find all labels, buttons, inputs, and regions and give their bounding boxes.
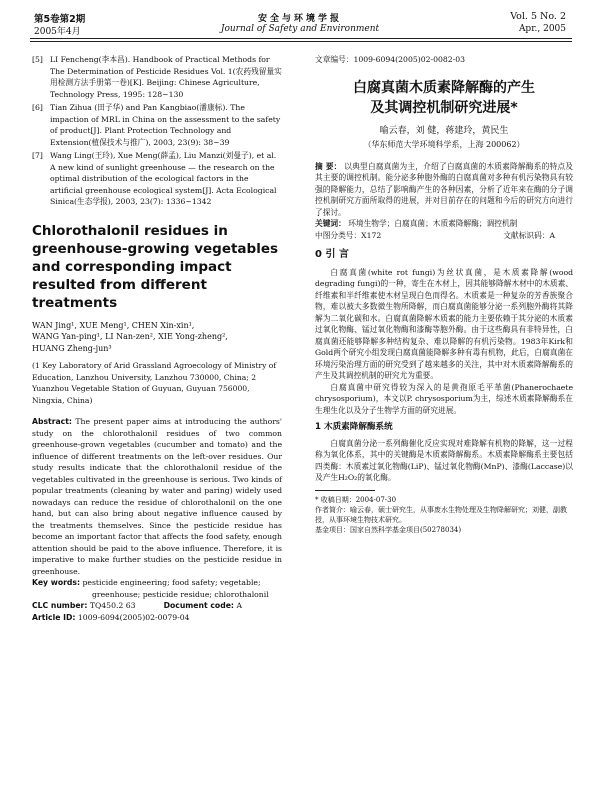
document-code-cn: 文献标识码：A bbox=[503, 230, 555, 240]
issue-date: 2005年4月 bbox=[34, 27, 81, 37]
paragraph: 白腐真菌(white rot fungi)为丝状真菌，是木质素降解(wood degrading fungi)的一种，寄生在木材上，因其能够降解木材中的木质素、纤维素和半纤维素使木材呈现白色而得名。木质素是一种复杂的芳香族聚合物，难以被大多数微生物所降解，而白腐真菌能够分泌一系列胞外酶将其降解为二氧化碳和水。白腐真菌降解木质素的能力主要依赖于其分泌的木质素过氧化物酶、锰过氧化物酶和漆酶等胞外酶。由于这些酶具有非特异性，白腐真菌还能够降解多种结构复杂、难以降解的有机污染物。1983年Kirk和Gold两个研究小组发现白腐真菌能降解多种有毒有机物，此后，白腐真菌在环境污染治理方面的研究受到了越来越多的关注，其中对木质素降解酶系的产生及其调控机制的研究尤为重要。 bbox=[315, 267, 573, 380]
chinese-abstract bbox=[315, 161, 573, 219]
chinese-classification-row bbox=[315, 230, 555, 242]
volume-issue: 第5卷第2期 bbox=[34, 14, 86, 25]
chinese-authors: 喻云春，刘 健，蒋建玲，黄民生 bbox=[379, 125, 509, 136]
issue-date-en: Apr., 2005 bbox=[518, 24, 566, 34]
author-line: WAN Jing¹, XUE Meng¹, CHEN Xin-xin¹, bbox=[32, 320, 195, 330]
english-keywords bbox=[32, 577, 282, 589]
paragraph: 白腐真菌分泌一系列酶催化反应实现对难降解有机物的降解，这一过程称为氧化体系，其中的关键酶是木质素降解酶系。木质素降解酶系主要包括四类酶：木质素过氧化物酶(LiP)、锰过氧化物酶(MnP)、漆酶(Laccase)以及产生H₂O₂的氧化酶。 bbox=[315, 438, 573, 482]
clc-number: CLC number: TQ450.2 63 bbox=[32, 601, 136, 610]
reference-number: [7] bbox=[32, 151, 43, 160]
english-affiliation: (1 Key Laboratory of Arid Grassland Agroecology of Ministry of Education, Lanzhou University, Lanzhou 730000, China; 2 Yuanzhou Vegetable Station of Guyuan, Guyuan 756000, Ningxia, China) bbox=[32, 361, 277, 405]
chinese-keywords: 关键词： 环境生物学；白腐真菌；木质素降解酶；调控机制 bbox=[315, 219, 518, 228]
english-abstract bbox=[32, 416, 282, 577]
abstract-label: 摘 要： bbox=[315, 161, 342, 171]
chinese-affiliation: （华东师范大学环境科学系，上海 200062） bbox=[363, 140, 525, 149]
keywords-line: pesticide engineering; food safety; vegetable; bbox=[82, 578, 261, 587]
section-heading: 0 引 言 bbox=[315, 249, 349, 260]
document-code: Document code: A bbox=[163, 601, 242, 610]
reference-text: Tian Zihua (田子华) and Pan Kangbiao(潘康标). The impaction of MRL in China on the assessment to the safety of product[J]. Plant Protection Technology and Extension(植保技术与推广), 2003, 23(9): 38~39 bbox=[50, 103, 281, 147]
left-column bbox=[32, 54, 282, 623]
author-line: HUANG Zheng-jun³ bbox=[32, 343, 112, 353]
right-column bbox=[315, 54, 573, 535]
author-line: WANG Yan-ping¹, LI Nan-zen², XIE Yong-zheng², bbox=[32, 332, 228, 341]
abstract-text: The present paper aims at introducing the authors' study on the chlorothalonil residues of two common greenhouse-grown vegetables (cucumber and tomato) and the influence of different treatments on the left-over residues. Our study results indicate that the chlorothalonil residue of the vegetables cultivated in the greenhouse is serious. Two kinds of popular treatments (cleaning by water and paring) widely used nowadays can reduce the residue of chlorothalonil on the one hand, but can also bring about negative influence caused by the treatments themselves. Since the pesticide residue has become an important factor that affects the food safety, enough attention should be paid to the above influence. Therefore, it is imperative to make further studies on the pesticide residue in greenhouse. bbox=[32, 417, 282, 576]
keywords-label: Key words: bbox=[32, 578, 81, 587]
article-id: Article ID: 1009-6094(2005)02-0079-04 bbox=[32, 612, 190, 622]
section-heading: 1 木质素降解酶系统 bbox=[315, 422, 393, 432]
reference-number: [5] bbox=[32, 55, 43, 64]
english-authors bbox=[32, 320, 282, 355]
header-rule bbox=[30, 38, 572, 39]
article-number: 文章编号：1009-6094(2005)02-0082-03 bbox=[315, 55, 466, 64]
volume-issue-en: Vol. 5 No. 2 bbox=[510, 11, 566, 22]
journal-name-en: Journal of Safety and Environment bbox=[220, 24, 380, 34]
reference-item bbox=[32, 54, 282, 100]
footnote-received: * 收稿日期：2004-07-30 bbox=[315, 495, 397, 504]
header-rule-thin bbox=[30, 41, 572, 42]
chinese-title: 白腐真菌木质素降解酶的产生 及其调控机制研究进展* bbox=[353, 79, 535, 116]
reference-text: LI Fencheng(李本昌). Handbook of Practical Methods for The Determination of Pesticide Residues Vol. 1(农药残留量实用检测方法手册第一卷)[K]. Beijing: Chinese Agriculture, Technology Press, 1995: 128~130 bbox=[50, 55, 282, 99]
journal-name-cn: 安全与环境学报 bbox=[257, 14, 342, 24]
running-header bbox=[0, 0, 600, 36]
reference-text: Wang Ling(王玲), Xue Meng(薛孟), Liu Manzi(刘曼子), et al. A new kind of sunlight greenhouse — the research on the optimal distribution of the ecological factors in the artificial greenhouse ecological system[J]. Acta Ecological Sinica(生态学报), 2003, 23(7): 1336~1342 bbox=[50, 151, 277, 206]
reference-number: [6] bbox=[32, 103, 43, 112]
reference-item bbox=[32, 102, 282, 148]
classification-row bbox=[32, 600, 242, 612]
footnote-rule bbox=[315, 490, 375, 491]
abstract-text: 以典型白腐真菌为主，介绍了白腐真菌的木质素降解酶系的特点及其主要的调控机制。能分泌多种胞外酶的白腐真菌对多种有机污染物具有较强的降解能力，总结了影响酶产生的各种因素，分析了近年来在酶的分子调控机制研究方面所取得的进展，并对目前存在的问题和今后的研究方向进行了探讨。 bbox=[315, 161, 573, 217]
footnote-fund: 基金项目：国家自然科学基金项目(50278034) bbox=[315, 525, 462, 534]
clc-number-cn: 中图分类号：X172 bbox=[315, 230, 382, 240]
english-title: Chlorothalonil residues in greenhouse-growing vegetables and corresponding impact resulted from different treatments bbox=[32, 222, 279, 311]
keywords-line: greenhouse; pesticide residue; chlorothalonil bbox=[92, 589, 269, 599]
reference-item bbox=[32, 150, 282, 208]
paragraph: 白腐真菌中研究得较为深入的是黄孢原毛平革菌(Phanerochaete chrysosporium)，本文以P. chrysosporium为主，综述木质素降解酶系在生理生化以及分子生物学方面的研究进展。 bbox=[315, 382, 573, 415]
footnote-author: 作者简介：喻云春，硕士研究生，从事废水生物处理及生物降解研究；刘健，副教授，从事环境生物技术研究。 bbox=[315, 505, 567, 524]
abstract-label: Abstract: bbox=[32, 417, 72, 426]
